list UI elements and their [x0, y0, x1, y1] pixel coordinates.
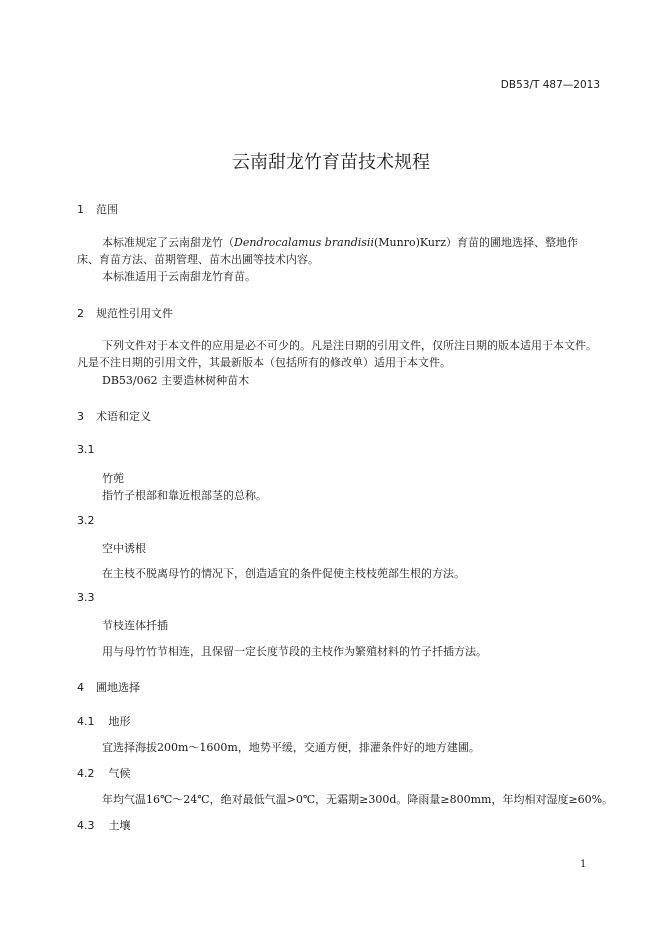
term-3-3-number: 3.3 [77, 591, 95, 604]
subsection-title: 土壤 [108, 819, 131, 832]
section-number: 3 [77, 410, 84, 423]
subsection-title: 气候 [108, 767, 131, 780]
term-3-1-definition: 指竹子根部和靠近根部茎的总称。 [102, 489, 267, 502]
section-1-heading [77, 201, 118, 217]
subsection-4-2-text: 年均气温16℃～24℃，绝对最低气温>0℃，无霜期≥300d。降雨量≥800mm，年均相对湿度≥60%。 [102, 793, 614, 806]
section-4-heading [77, 679, 140, 695]
document-number: DB53/T 487—2013 [500, 79, 600, 91]
page-number: 1 [580, 859, 587, 870]
section-1-paragraph-1 [77, 235, 597, 268]
subsection-4-1-heading [77, 713, 131, 729]
subsection-number: 4.2 [77, 767, 95, 780]
section-number: 4 [77, 681, 84, 694]
section-3-heading [77, 408, 151, 424]
term-3-2-name: 空中诱根 [102, 542, 146, 555]
subsection-title: 地形 [108, 715, 131, 728]
section-title: 圃地选择 [96, 681, 140, 694]
subsection-4-1-text: 宜选择海拔200m～1600m，地势平缓，交通方便，排灌条件好的地方建圃。 [102, 741, 480, 754]
term-3-1-name: 竹蔸 [102, 472, 124, 485]
subsection-4-3-heading [77, 817, 131, 833]
subsection-4-2-heading [77, 765, 131, 781]
term-3-2-number: 3.2 [77, 514, 95, 527]
section-title: 术语和定义 [96, 410, 151, 423]
section-title: 范围 [96, 203, 118, 216]
term-3-3-definition: 用与母竹竹节相连，且保留一定长度节段的主枝作为繁殖材料的竹子扦插方法。 [102, 645, 487, 658]
term-3-1-number: 3.1 [77, 443, 95, 456]
paragraph-text: 下列文件对于本文件的应用是必不可少的。凡是注日期的引用文件，仅所注日期的版本适用于本文件。凡是不注日期的引用文件，其最新版本（包括所有的修改单）适用于本文件。 [77, 339, 597, 369]
paragraph-text: 本标准规定了云南甜龙竹（ [102, 236, 234, 249]
term-3-3-name: 节枝连体扦插 [102, 619, 168, 632]
subsection-number: 4.1 [77, 715, 95, 728]
page-title: 云南甜龙竹育苗技术规程 [232, 152, 430, 173]
normative-reference: DB53/062 主要造林树种苗木 [102, 374, 250, 387]
section-2-heading [77, 305, 173, 321]
section-2-paragraph-1 [77, 338, 597, 371]
section-title: 规范性引用文件 [96, 307, 173, 320]
section-number: 2 [77, 307, 84, 320]
paragraph-text: (Munro)Kurz）育苗的圃地选择、整地作床、育苗方法、苗期管理、苗木出圃等技术内容。 [77, 236, 578, 266]
section-1-paragraph-2: 本标准适用于云南甜龙竹育苗。 [102, 270, 256, 283]
latin-name: Dendrocalamus brandisii [234, 236, 374, 249]
section-number: 1 [77, 203, 84, 216]
subsection-number: 4.3 [77, 819, 95, 832]
term-3-2-definition: 在主枝不脱离母竹的情况下，创造适宜的条件促使主枝枝蔸部生根的方法。 [102, 567, 465, 580]
